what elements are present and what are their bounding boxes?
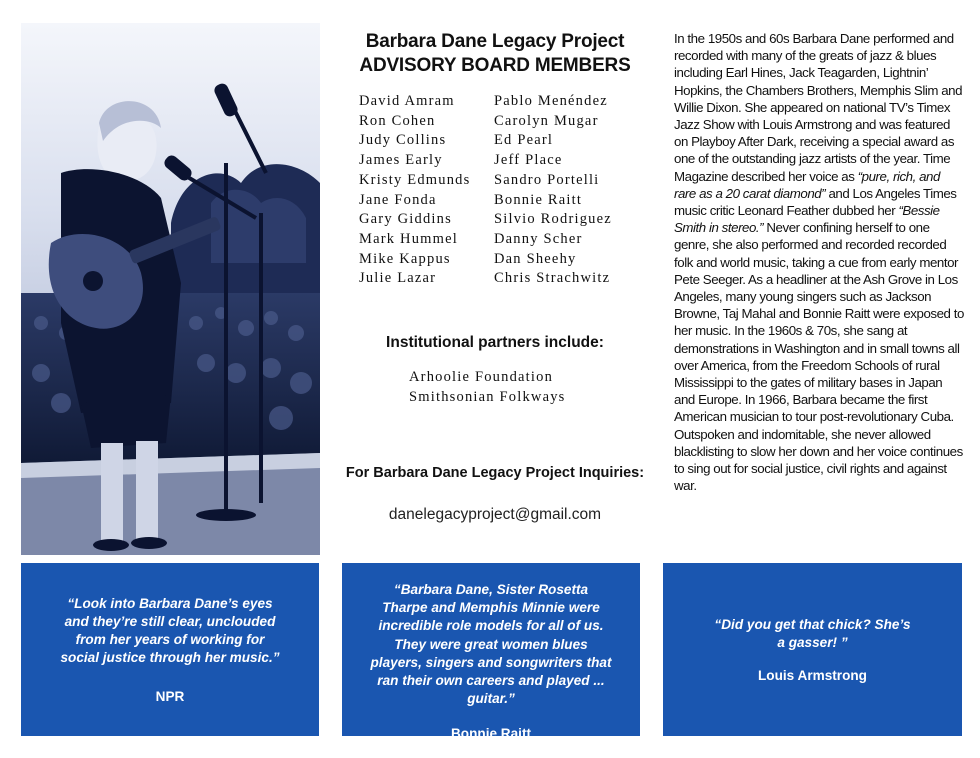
board-members-list bbox=[340, 92, 650, 289]
partners-list bbox=[409, 367, 650, 407]
board-column-1 bbox=[359, 92, 494, 289]
board-member: Judy Collins bbox=[359, 132, 447, 149]
partner-item: Smithsonian Folkways bbox=[409, 389, 566, 406]
board-column-2 bbox=[494, 92, 612, 289]
board-member: Sandro Portelli bbox=[494, 171, 600, 188]
quote-attribution: Bonnie Raitt bbox=[450, 726, 532, 742]
board-member: David Amram bbox=[359, 93, 455, 109]
board-member: Carolyn Mugar bbox=[494, 112, 599, 129]
title-line-1: Barbara Dane Legacy Project bbox=[365, 31, 625, 52]
biography-text bbox=[674, 30, 964, 494]
board-member: Mark Hummel bbox=[359, 230, 458, 247]
board-member: Mike Kappus bbox=[359, 250, 451, 267]
board-member: James Early bbox=[359, 152, 443, 169]
inquiries-heading: For Barbara Dane Legacy Project Inquiries: bbox=[345, 465, 645, 482]
bio-part-1: In the 1950s and 60s Barbara Dane performed and recorded with many of the greats of jazz & blues including Earl Hines, Jack Teagarden, Lightnin’ Hopkins, the Chambers Brothers, Memphis Slim and Willie Dixon. She appeared on national TV’s Timex Jazz Show with Louis Armstrong and was featured on Playboy After Dark, receiving a special award as one of the outstanding jazz artists of the year. Time Magazine described her voice as bbox=[674, 31, 963, 184]
quote-attribution: Louis Armstrong bbox=[757, 668, 867, 684]
board-member: Ron Cohen bbox=[359, 112, 436, 129]
performer-photo bbox=[21, 23, 320, 555]
bio-part-2: and Los Angeles Times music critic Leonard Feather dubbed her bbox=[674, 185, 957, 219]
board-member: Danny Scher bbox=[494, 230, 583, 247]
time-magazine-quote: “pure, rich, and rare as a 20 carat diamond” bbox=[674, 168, 940, 201]
quote-box-npr bbox=[21, 563, 319, 736]
partners-heading: Institutional partners include: bbox=[386, 334, 604, 352]
board-member: Jeff Place bbox=[494, 152, 563, 169]
board-member: Ed Pearl bbox=[494, 132, 554, 149]
board-member: Jane Fonda bbox=[359, 191, 437, 208]
partner-item: Arhoolie Foundation bbox=[409, 369, 554, 386]
quote-box-louis-armstrong bbox=[663, 563, 962, 736]
quote-attribution: NPR bbox=[155, 689, 185, 705]
board-member: Dan Sheehy bbox=[494, 250, 577, 267]
quote-text: “Barbara Dane, Sister Rosetta Tharpe and Memphis Minnie were incredible role models for all of us. They were great women blues players, singers and songwriters that ran their own careers and played ... guitar.” bbox=[370, 582, 612, 707]
quote-text: “Look into Barbara Dane’s eyes and they’re still clear, unclouded from her years of working for social justice through her music.” bbox=[60, 595, 280, 666]
quote-text: “Did you get that chick? She’s a gasser! ” bbox=[714, 616, 911, 650]
bio-part-3: Never confining herself to one genre, she also performed and recorded recorded folk and world music, taking a cue from early mentor Pete Seeger. As a headliner at the Ash Grove in Los Angeles, many young singers such as Jackson Browne, Taj Mahal and Bonnie Raitt were exposed to her music. In the 1960s & 70s, she sang at demonstrations in Washington and in small towns all over America, from the Freedom Schools of rural Mississippi to the gates of military bases in Japan and Europe. In 1966, Barbara became the first American musician to tour post-revolutionary Cuba. Outspoken and indomitable, she never allowed blacklisting to slow her down and her voice continues to sing out for social justice, civil rights and against war. bbox=[674, 220, 964, 494]
board-member: Kristy Edmunds bbox=[359, 171, 471, 188]
board-member: Silvio Rodriguez bbox=[494, 211, 612, 228]
feather-quote: “Bessie Smith in stereo.” bbox=[674, 203, 940, 236]
board-member: Gary Giddins bbox=[359, 211, 452, 228]
title-line-2: ADVISORY BOARD MEMBERS bbox=[359, 55, 631, 76]
contact-email[interactable]: danelegacyproject@gmail.com bbox=[388, 506, 602, 524]
board-member: Pablo Menéndez bbox=[494, 93, 608, 109]
board-member: Bonnie Raitt bbox=[494, 191, 583, 208]
advisory-board-section bbox=[340, 30, 650, 524]
page-title bbox=[340, 30, 650, 78]
board-member: Julie Lazar bbox=[359, 270, 437, 287]
quote-box-bonnie-raitt bbox=[342, 563, 640, 742]
board-member: Chris Strachwitz bbox=[494, 270, 611, 287]
